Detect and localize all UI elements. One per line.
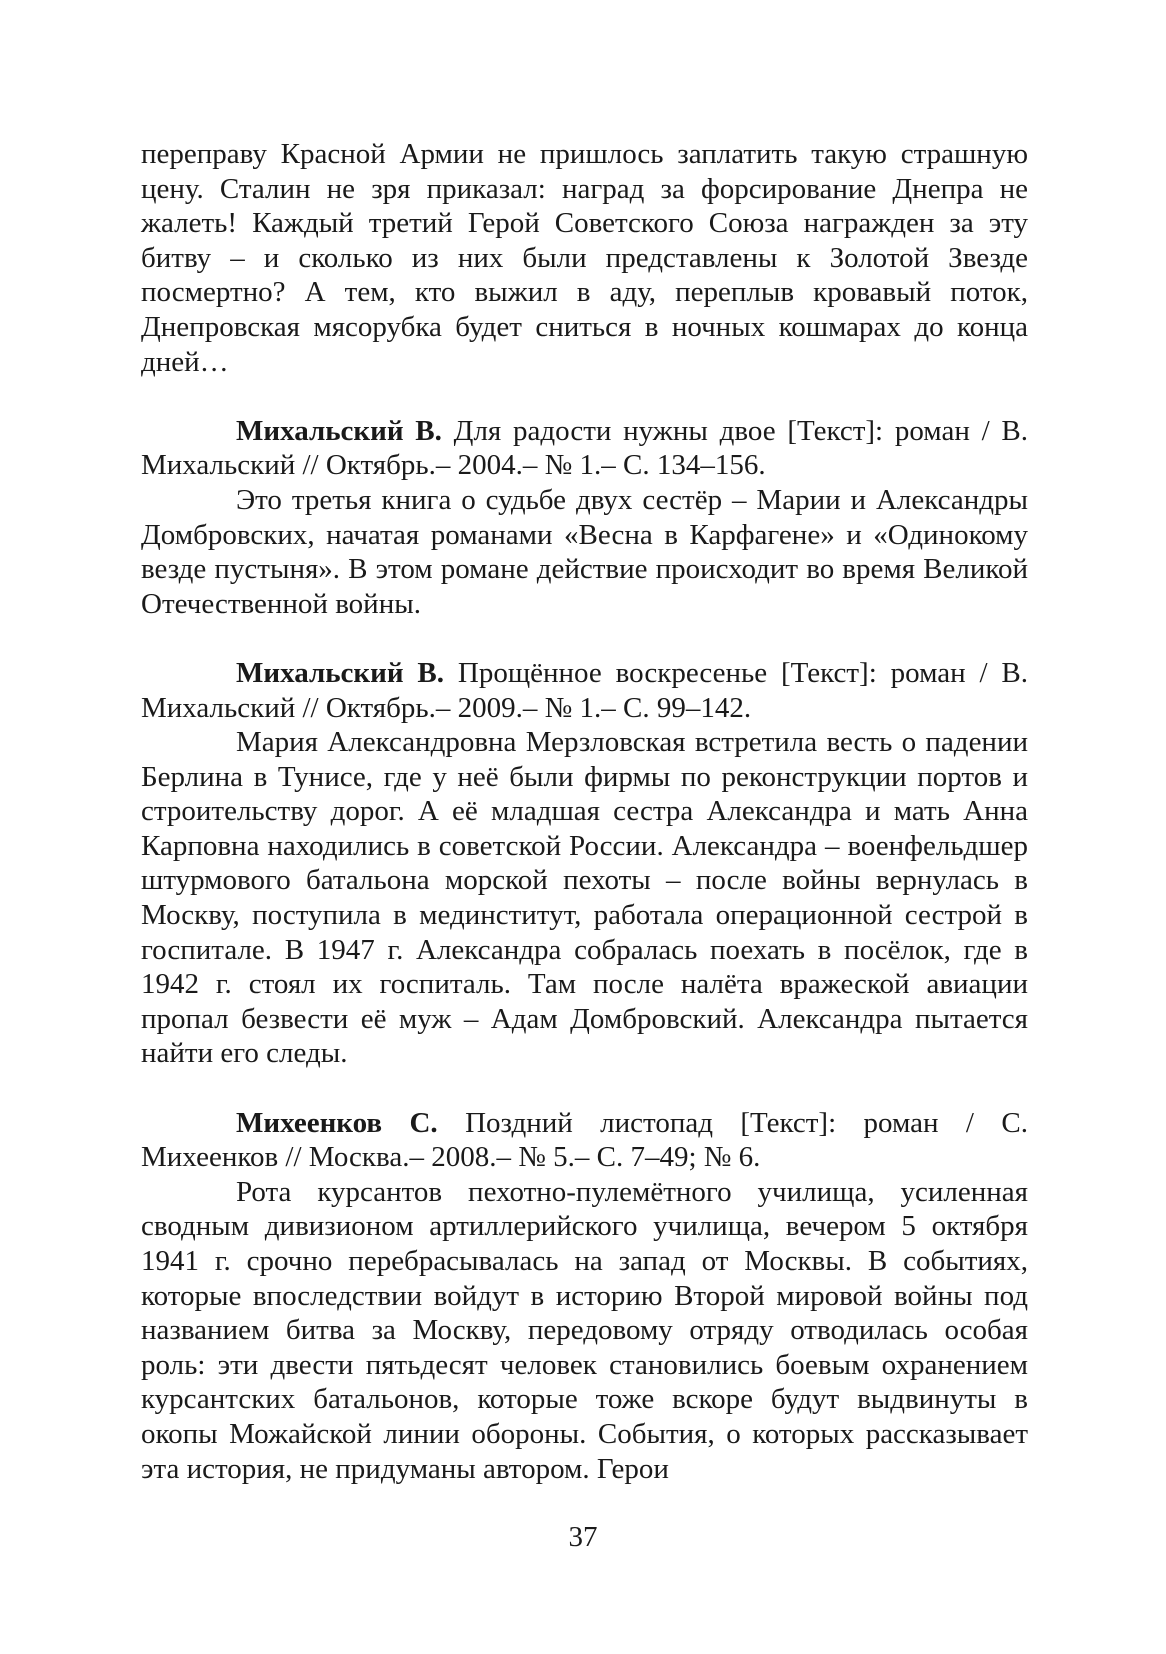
author-name: Михеенков С. <box>236 1106 438 1139</box>
citation-text: Прощённое воскресенье [Текст]: роман / В. Михальский // Октябрь.– 2009.– № 1.– С. 99–142. <box>141 656 1028 724</box>
citation-text: Поздний листопад [Текст]: роман / С. Михеенков // Москва.– 2008.– № 5.– С. 7–49; № 6. <box>141 1106 1028 1174</box>
annotation: Рота курсантов пехотно-пулемётного училища, усиленная сводным дивизионом артиллерийского училища, вечером 5 октября 1941 г. срочно перебрасывалась на запад от Москвы. В событиях, которые впоследствии войдут в историю Второй мировой войны под названием битва за Москву, передовому отряду отводилась особая роль: эти двести пятьдесят человек становились боевым охранением курсантских батальонов, которые тоже вскоре будут выдвинуты в окопы Можайской линии обороны. События, о которых рассказывает эта история, не придуманы автором. Герои <box>141 1175 1028 1485</box>
bibliography-entry-3 <box>141 1106 1028 1487</box>
annotation: Это третья книга о судьбе двух сестёр – Марии и Александры Домбровских, начатая романами «Весна в Карфагене» и «Одинокому везде пустыня». В этом романе действие происходит во время Великой Отечественной войны. <box>141 483 1028 620</box>
bibliography-entry-1 <box>141 414 1028 622</box>
author-name: Михальский В. <box>236 656 445 689</box>
page-number: 37 <box>568 1521 598 1553</box>
bibliography-entry-2 <box>141 656 1028 1071</box>
citation <box>141 414 1028 483</box>
page-body <box>141 137 1028 1486</box>
citation-text: Для радости нужны двое [Текст]: роман / В. Михальский // Октябрь.– 2004.– № 1.– С. 134–156. <box>141 414 1028 482</box>
intro-paragraph: переправу Красной Армии не пришлось заплатить такую страшную цену. Сталин не зря приказал: наград за форсирование Днепра не жалеть! Каждый третий Герой Советского Союза награжден за эту битву – и сколько из них были представлены к Золотой Звезде посмертно? А тем, кто выжил в аду, переплыв кровавый поток, Днепровская мясорубка будет сниться в ночных кошмарах до конца дней… <box>141 138 1028 378</box>
author-name: Михальский В. <box>236 414 442 447</box>
citation <box>141 656 1028 725</box>
annotation: Мария Александровна Мерзловская встретила весть о падении Берлина в Тунисе, где у неё были фирмы по реконструкции портов и строительству дорог. А её младшая сестра Александра и мать Анна Карповна находились в советской России. Александра – военфельдшер штурмового батальона морской пехоты – после войны вернулась в Москву, поступила в мединститут, работала операционной сестрой в госпитале. В 1947 г. Александра собралась поехать в посёлок, где в 1942 г. стоял их госпиталь. Там после налёта вражеской авиации пропал безвести её муж – Адам Домбровский. Александра пытается найти его следы. <box>141 726 1028 1070</box>
citation <box>141 1106 1028 1175</box>
